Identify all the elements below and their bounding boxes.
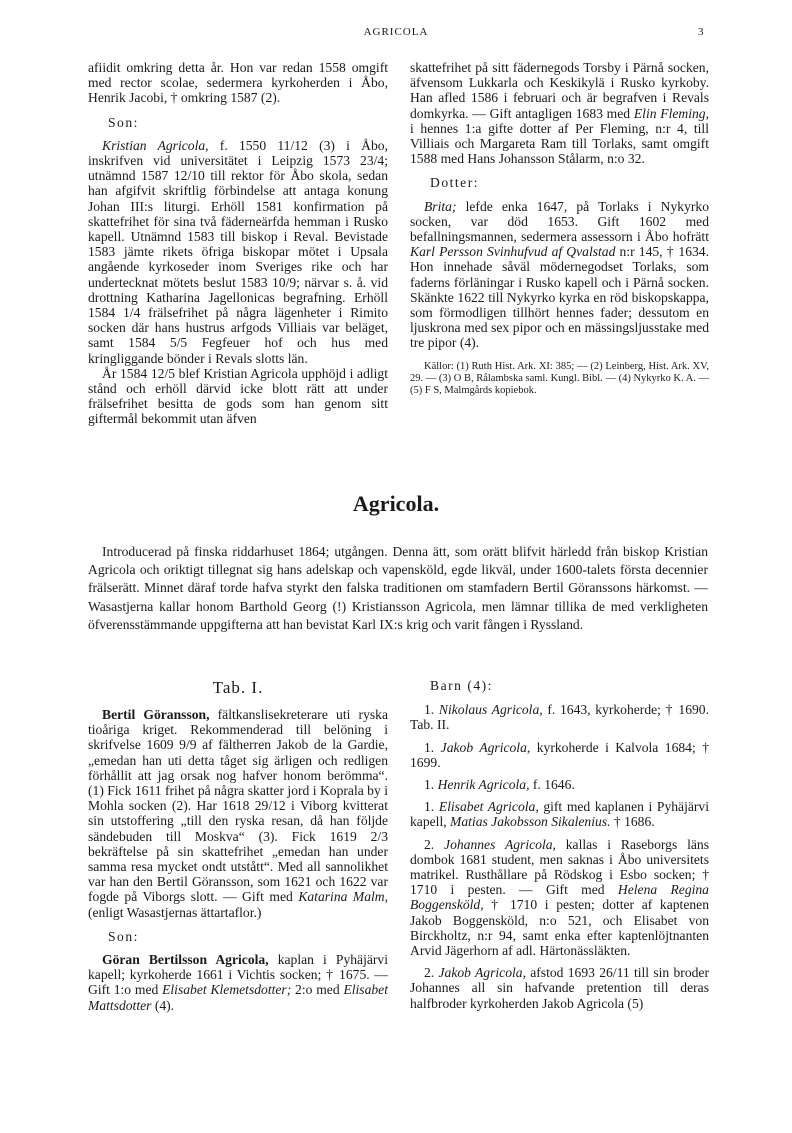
text-segment: fältkanslisekreterare uti ryska tioåriga kriget. Rekommenderad till belöning i skrifvelse 1609 9/9 af fältherren Jakob de la Gardie, „emedan han uti detta tåget sig ärligen och redligen förhållit att jag orsak nog hafver honom berömma“. (1) Fick 1611 frihet på några skatter jord i Koprala by i Mohla socken (2). Har 1618 29/12 i Viborg kvitterat sin utstoffering „till den ryska resan, då han följde sändebuden till Moskva“ (3). Fick 1619 2/3 bekräftelse på sin skattefrihet „emedan han under samma resa mycket ondt utstått“. Med all sannolikhet var han den Bertil Göransson, som 1621 och 1622 var fogde på Viborgs slott. — Gift med [88,707,388,905]
text-segment: gift med kaplanen i Pyhäjärvi kapell, [410,799,709,830]
text-segment: i hennes 1:a gifte dotter af Per Fleming, n:r 4, till Villiais och Margareta Ram till Torlaks, samt omgift 1588 med Hans Johansson Stålarm, n:o 32. [410,120,709,167]
paragraph-kristian [88,138,388,366]
barn-heading: Barn (4): [430,678,493,693]
text-segment: 2:o med [291,982,344,998]
text-segment: (4). [151,997,175,1013]
entry-number: 2. [424,836,435,852]
child-entry [410,965,709,1011]
son-heading-2: Son: [108,928,139,944]
right-column-bottom [410,678,709,1018]
right-column-top [410,60,709,397]
text-segment: kyrkoherde i Kalvola 1684; † 1699. [410,739,709,770]
text-segment: † 1686. [610,814,655,830]
text-segment: (enligt Wasastjernas ättartaflor.) [88,904,262,920]
text-segment: lefde enka 1647, på Torlaks i Nykyrko socken, var död 1653. Gift 1602 med befallningsmannen, sedermera assessorn i Åbo hofrätt [410,198,709,245]
kristian-name: Kristian Agricola, [102,137,209,153]
left-column-top [88,60,388,427]
child-entry [410,837,709,959]
tab-heading: Tab. I. [212,678,264,697]
text-segment: afstod 1693 26/11 till sin broder Johannes all sin hafvande pretention till deras halfbroder kyrkoherden Jakob Agricola (5) [410,965,709,1011]
child-entry [410,702,709,732]
child-name: Jakob Agricola, [438,965,526,981]
goran-name: Göran Bertilsson Agricola, [102,952,269,968]
entry-number: 2. [424,965,435,981]
paragraph-jacobi: afiidit omkring detta år. Hon var redan 1558 omgift med rector scolae, sedermera kyrkoherden i Åbo, Henrik Jacobi, † omkring 1587 (2). [88,60,388,106]
entry-number: 1. [424,799,435,815]
running-title: AGRICOLA [363,26,429,38]
family-title: Agricola. [352,491,440,516]
text-segment: skattefrihet på sitt fädernegods Torsby i Pärnå socken, äfvensom Lukkarla och Keskikylä i Rusko kyrkoby. Han afled 1586 i februari och är begrafven i Revals domkyrka. — Gift antagligen 1683 med [410,60,709,121]
paragraph-kristian-cont [410,60,709,166]
text-segment: n:r 145, † 1634. Hon innehade såväl mödernegodset Torlaks, som faderns förläningar i Rusko kapell och i Pärnå socken. Skänkte 1622 till Nykyrko kyrka en röd biskopskappa, som förmodligen tillhört hennes fader; dessutom en ljuskrona med sex pipor och en mässingsljusstake med tre pipor (4). [410,244,709,351]
paragraph-goran [88,952,388,1013]
child-entry [410,777,709,792]
elin-fleming-name: Elin Fleming, [633,105,709,121]
text-segment: f. 1646. [529,777,575,793]
katarina-malm-name: Katarina Malm, [298,889,388,905]
elisabet-mattsdotter-name: Elisabet Mattsdotter [88,982,388,1013]
text-segment: kallas i Raseborgs läns dombok 1681 student, men saknas i Åbo universitets matrikel. Rusthållare på Rödskog i Esbo socken; † 1710 i pesten. — Gift med [410,836,709,898]
entry-number: 1. [424,777,435,793]
dotter-heading: Dotter: [430,175,480,191]
left-column-bottom [88,707,388,1013]
page-number: 3 [698,26,704,38]
family-intro: Introducerad på finska riddarhuset 1864; utgången. Denna ätt, som orätt blifvit härledd från biskop Kristian Agricola och oriktigt tillegnat sig hans adelskap och vapensköld, egde likväl, under 1600-talets första decennier frälserätt. Minnet däraf torde hafva styrkt den falska traditionen om stamfadern Bertil Göranssons härkomst. — Wasastjerna kallar honom Barthold Georg (!) Kristiansson Agricola, men lämnar tillika de med verkligheten öfverensstämmande uppgifterna att han bevistat Karl IX:s krig och varit fången i Ryssland. [88,544,708,632]
paragraph-ennoblement: År 1584 12/5 blef Kristian Agricola upphöjd i adligt stånd och erhöll därvid icke blott rätt att under frälsefrihet besitta de gods som han genom sitt giftermål bekommit utan äfven [88,365,388,427]
child-name: Elisabet Agricola, [438,799,539,815]
karl-svinhufvud-name: Karl Persson Svinhufvud af Qvalstad [410,244,616,260]
son-heading: Son: [108,114,139,130]
text-segment: † 1710 i pesten; dotter af kaptenen Jakob Boggensköld, n:o 521, och Elisabet von Birckholtz, n:r 94, samt enka efter kaptenlöjtnanten Arvid Jägerhorn af adl. Härtonässläkten. [410,897,709,959]
child-entry [410,799,709,829]
child-name: Jakob Agricola, [440,739,531,755]
paragraph-bertil [88,707,388,920]
bertil-name: Bertil Göransson, [102,707,210,722]
child-entry [410,740,709,770]
entry-number: 1. [424,739,435,755]
paragraph-brita [410,199,709,351]
brita-name: Brita; [424,198,457,214]
elisabet-klemetsdotter-name: Elisabet Klemetsdotter; [162,982,292,998]
text-segment: kaplan i Pyhäjärvi kapell; kyrkoherde 1661 i Vichtis socken; † 1675. — Gift 1:o med [88,952,388,998]
sources-note: Källor: (1) Ruth Hist. Ark. XI: 385; — (2) Leinberg, Hist. Ark. XV, 29. — (3) O B, Rålambska saml. Kungl. Bibl. — (4) Nykyrko K. A. — (5) F S, Malmgårds kopiebok. [410,360,709,396]
entry-number: 1. [424,702,435,718]
child-name: Henrik Agricola, [437,777,530,793]
kristian-text: f. 1550 11/12 (3) i Åbo, inskrifven vid universitätet i Leipzig 1573 23/4; utnämnd 1587 12/10 till rektor för Åbo skola, sedan han afgifvit skriftlig förbindelse att antaga konung Johan III:s liturgi. Erhöll 1581 konfirmation på skattefrihet för sina två fäderneärfda hemman i Rusko kapell. Utnämnd 1583 till biskop i Reval. Bevistade 1583 jämte rikets öfriga biskopar mötet i Upsala angående kyrkoseder inom Sveriges rike och har undertecknat mötets beslut 1583 10/9; närvar s. å. vid drottning Katharina Jagellonicas begrafning. Erhöll 1584 1/4 frälsefrihet på några lägenheter i Rimito socken där hans hustrus arfgods Villiais var beläget, samt 1584 5/5 Fegfeuer hof och hus med kringliggande bönder i Revals slotts län. [88,137,388,366]
text-segment: f. 1643, kyrkoherde; † 1690. Tab. II. [410,702,709,733]
child-name: Johannes Agricola, [444,836,556,852]
spouse-name: Helena Regina Boggensköld, [410,882,709,913]
spouse-name: Matias Jakobsson Sikalenius. [450,814,611,830]
child-name: Nikolaus Agricola, [438,702,543,718]
